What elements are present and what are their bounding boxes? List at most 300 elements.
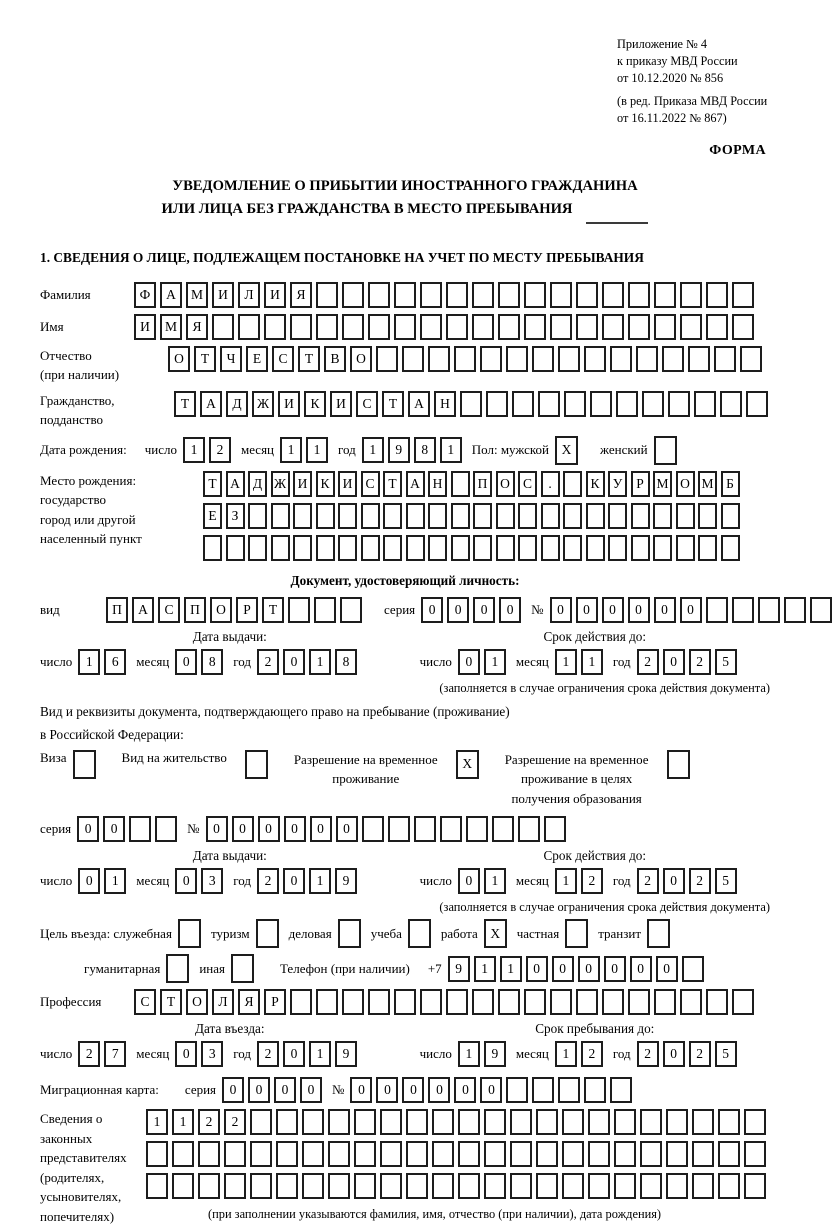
char-cell[interactable]: 2 [581,868,603,894]
char-cell[interactable] [368,282,390,308]
char-cell[interactable] [383,535,402,561]
char-cell[interactable]: 1 [555,1041,577,1067]
char-cell[interactable]: 9 [388,437,410,463]
char-cell[interactable] [380,1141,402,1167]
char-cell[interactable]: 0 [458,868,480,894]
char-cell[interactable]: 1 [474,956,496,982]
char-cell[interactable] [316,535,335,561]
char-cell[interactable] [654,436,677,465]
char-cell[interactable] [602,282,624,308]
char-cell[interactable]: И [338,471,357,497]
char-cell[interactable] [524,314,546,340]
char-cell[interactable]: 2 [637,1041,659,1067]
char-cell[interactable] [536,1141,558,1167]
char-cell[interactable] [420,989,442,1015]
char-cell[interactable]: О [496,471,515,497]
char-cell[interactable] [129,816,151,842]
char-cell[interactable] [498,989,520,1015]
char-cell[interactable]: 2 [637,649,659,675]
char-cell[interactable] [732,989,754,1015]
char-cell[interactable] [667,750,690,779]
char-cell[interactable]: О [676,471,695,497]
char-cell[interactable] [408,919,431,948]
char-cell[interactable] [524,282,546,308]
char-cell[interactable]: 2 [637,868,659,894]
char-cell[interactable] [536,1109,558,1135]
char-cell[interactable] [293,503,312,529]
char-cell[interactable]: А [132,597,154,623]
char-cell[interactable]: 9 [484,1041,506,1067]
char-cell[interactable]: 3 [201,1041,223,1067]
char-cell[interactable]: 1 [362,437,384,463]
char-cell[interactable]: 0 [402,1077,424,1103]
char-cell[interactable] [73,750,96,779]
char-cell[interactable] [451,471,470,497]
char-cell[interactable] [558,1077,580,1103]
char-cell[interactable] [432,1173,454,1199]
char-cell[interactable] [293,535,312,561]
char-cell[interactable] [290,314,312,340]
char-cell[interactable] [544,816,566,842]
char-cell[interactable]: 1 [484,868,506,894]
char-cell[interactable]: П [473,471,492,497]
char-cell[interactable] [518,503,537,529]
char-cell[interactable] [721,503,740,529]
char-cell[interactable] [628,314,650,340]
char-cell[interactable] [640,1173,662,1199]
char-cell[interactable] [498,282,520,308]
char-cell[interactable]: 0 [350,1077,372,1103]
char-cell[interactable] [688,346,710,372]
char-cell[interactable]: Н [434,391,456,417]
char-cell[interactable] [564,391,586,417]
char-cell[interactable]: К [586,471,605,497]
char-cell[interactable]: З [226,503,245,529]
char-cell[interactable]: 1 [309,1041,331,1067]
char-cell[interactable] [271,535,290,561]
char-cell[interactable]: . [541,471,560,497]
char-cell[interactable]: И [134,314,156,340]
char-cell[interactable] [172,1141,194,1167]
char-cell[interactable] [302,1173,324,1199]
char-cell[interactable] [250,1141,272,1167]
char-cell[interactable] [484,1173,506,1199]
char-cell[interactable] [563,471,582,497]
char-cell[interactable]: О [350,346,372,372]
char-cell[interactable] [316,314,338,340]
char-cell[interactable]: 0 [175,868,197,894]
char-cell[interactable] [563,535,582,561]
char-cell[interactable]: 8 [335,649,357,675]
char-cell[interactable]: Б [721,471,740,497]
char-cell[interactable]: 9 [335,1041,357,1067]
char-cell[interactable] [203,535,222,561]
char-cell[interactable]: С [518,471,537,497]
char-cell[interactable] [316,989,338,1015]
char-cell[interactable] [458,1109,480,1135]
char-cell[interactable]: 0 [550,597,572,623]
char-cell[interactable]: М [186,282,208,308]
char-cell[interactable] [245,750,268,779]
char-cell[interactable]: 5 [715,868,737,894]
char-cell[interactable]: 0 [576,597,598,623]
char-cell[interactable]: Е [203,503,222,529]
char-cell[interactable] [562,1173,584,1199]
char-cell[interactable]: 1 [309,868,331,894]
char-cell[interactable] [680,989,702,1015]
char-cell[interactable]: 2 [78,1041,100,1067]
char-cell[interactable]: 2 [257,1041,279,1067]
char-cell[interactable] [718,1141,740,1167]
char-cell[interactable]: М [653,471,672,497]
char-cell[interactable] [654,314,676,340]
char-cell[interactable] [647,919,670,948]
char-cell[interactable] [302,1109,324,1135]
char-cell[interactable] [518,535,537,561]
char-cell[interactable] [224,1141,246,1167]
char-cell[interactable] [231,954,254,983]
char-cell[interactable] [732,282,754,308]
char-cell[interactable]: 3 [201,868,223,894]
char-cell[interactable] [758,597,780,623]
char-cell[interactable]: И [212,282,234,308]
char-cell[interactable] [328,1173,350,1199]
char-cell[interactable]: 0 [458,649,480,675]
char-cell[interactable]: 1 [309,649,331,675]
char-cell[interactable]: 0 [604,956,626,982]
char-cell[interactable]: 0 [248,1077,270,1103]
char-cell[interactable] [155,816,177,842]
char-cell[interactable]: Р [236,597,258,623]
char-cell[interactable] [576,282,598,308]
char-cell[interactable]: Д [226,391,248,417]
char-cell[interactable] [428,503,447,529]
char-cell[interactable] [732,314,754,340]
char-cell[interactable] [640,1109,662,1135]
char-cell[interactable] [668,391,690,417]
char-cell[interactable] [406,503,425,529]
char-cell[interactable] [653,503,672,529]
char-cell[interactable]: 1 [306,437,328,463]
char-cell[interactable]: 0 [283,649,305,675]
char-cell[interactable]: И [293,471,312,497]
char-cell[interactable]: 0 [654,597,676,623]
char-cell[interactable]: В [324,346,346,372]
char-cell[interactable]: 0 [473,597,495,623]
char-cell[interactable] [682,956,704,982]
char-cell[interactable] [718,1173,740,1199]
char-cell[interactable]: 2 [689,649,711,675]
char-cell[interactable]: 1 [500,956,522,982]
char-cell[interactable] [692,1109,714,1135]
char-cell[interactable] [666,1173,688,1199]
char-cell[interactable] [631,503,650,529]
char-cell[interactable] [586,535,605,561]
char-cell[interactable]: 0 [428,1077,450,1103]
char-cell[interactable]: 0 [602,597,624,623]
char-cell[interactable] [654,989,676,1015]
char-cell[interactable] [642,391,664,417]
char-cell[interactable]: 0 [680,597,702,623]
char-cell[interactable] [492,816,514,842]
char-cell[interactable]: 1 [440,437,462,463]
char-cell[interactable] [524,989,546,1015]
char-cell[interactable] [746,391,768,417]
char-cell[interactable] [636,346,658,372]
char-cell[interactable] [676,535,695,561]
char-cell[interactable] [340,597,362,623]
char-cell[interactable] [536,1173,558,1199]
char-cell[interactable] [342,282,364,308]
char-cell[interactable]: Л [212,989,234,1015]
char-cell[interactable]: 0 [206,816,228,842]
char-cell[interactable] [446,314,468,340]
char-cell[interactable]: Ф [134,282,156,308]
char-cell[interactable]: 0 [103,816,125,842]
char-cell[interactable]: 8 [414,437,436,463]
char-cell[interactable] [666,1109,688,1135]
char-cell[interactable]: 5 [715,1041,737,1067]
char-cell[interactable] [718,1109,740,1135]
char-cell[interactable] [706,989,728,1015]
char-cell[interactable] [614,1109,636,1135]
char-cell[interactable] [414,816,436,842]
char-cell[interactable] [362,816,384,842]
char-cell[interactable]: X [456,750,479,779]
char-cell[interactable] [720,391,742,417]
char-cell[interactable]: 1 [581,649,603,675]
char-cell[interactable] [498,314,520,340]
char-cell[interactable] [586,503,605,529]
char-cell[interactable]: А [200,391,222,417]
char-cell[interactable] [454,346,476,372]
char-cell[interactable] [654,282,676,308]
char-cell[interactable] [512,391,534,417]
char-cell[interactable]: С [356,391,378,417]
char-cell[interactable] [732,597,754,623]
char-cell[interactable]: 0 [376,1077,398,1103]
char-cell[interactable] [338,503,357,529]
char-cell[interactable] [394,282,416,308]
char-cell[interactable]: С [158,597,180,623]
char-cell[interactable]: И [330,391,352,417]
char-cell[interactable] [250,1173,272,1199]
char-cell[interactable] [706,597,728,623]
char-cell[interactable] [628,282,650,308]
char-cell[interactable] [446,989,468,1015]
char-cell[interactable] [480,346,502,372]
char-cell[interactable] [328,1141,350,1167]
char-cell[interactable] [276,1173,298,1199]
char-cell[interactable]: 0 [274,1077,296,1103]
char-cell[interactable]: 0 [258,816,280,842]
char-cell[interactable]: 1 [280,437,302,463]
char-cell[interactable] [432,1141,454,1167]
char-cell[interactable] [316,282,338,308]
char-cell[interactable]: Т [203,471,222,497]
char-cell[interactable]: 1 [104,868,126,894]
char-cell[interactable]: Ж [252,391,274,417]
char-cell[interactable] [472,314,494,340]
char-cell[interactable] [394,314,416,340]
char-cell[interactable]: 0 [552,956,574,982]
char-cell[interactable] [212,314,234,340]
char-cell[interactable] [610,1077,632,1103]
char-cell[interactable] [354,1173,376,1199]
char-cell[interactable] [706,282,728,308]
char-cell[interactable] [631,535,650,561]
char-cell[interactable]: 1 [146,1109,168,1135]
char-cell[interactable] [588,1173,610,1199]
char-cell[interactable] [662,346,684,372]
char-cell[interactable] [380,1173,402,1199]
char-cell[interactable] [248,503,267,529]
char-cell[interactable] [506,1077,528,1103]
char-cell[interactable] [740,346,762,372]
char-cell[interactable] [698,535,717,561]
char-cell[interactable]: Т [194,346,216,372]
char-cell[interactable] [640,1141,662,1167]
char-cell[interactable] [473,535,492,561]
char-cell[interactable]: Т [174,391,196,417]
char-cell[interactable] [146,1173,168,1199]
char-cell[interactable]: М [698,471,717,497]
char-cell[interactable]: 0 [454,1077,476,1103]
char-cell[interactable] [496,535,515,561]
char-cell[interactable]: 0 [175,649,197,675]
char-cell[interactable] [166,954,189,983]
char-cell[interactable]: Ж [271,471,290,497]
char-cell[interactable] [496,503,515,529]
char-cell[interactable] [486,391,508,417]
char-cell[interactable] [302,1141,324,1167]
char-cell[interactable] [328,1109,350,1135]
char-cell[interactable] [172,1173,194,1199]
char-cell[interactable]: О [168,346,190,372]
char-cell[interactable]: А [160,282,182,308]
char-cell[interactable] [248,535,267,561]
char-cell[interactable] [264,314,286,340]
char-cell[interactable] [576,989,598,1015]
char-cell[interactable]: 2 [198,1109,220,1135]
char-cell[interactable]: 0 [78,868,100,894]
char-cell[interactable] [428,346,450,372]
char-cell[interactable] [484,1109,506,1135]
char-cell[interactable] [698,503,717,529]
char-cell[interactable] [576,314,598,340]
char-cell[interactable] [602,989,624,1015]
char-cell[interactable] [628,989,650,1015]
char-cell[interactable] [616,391,638,417]
char-cell[interactable]: 1 [183,437,205,463]
char-cell[interactable] [550,314,572,340]
char-cell[interactable] [238,314,260,340]
char-cell[interactable]: Т [160,989,182,1015]
char-cell[interactable] [692,1173,714,1199]
char-cell[interactable]: 0 [284,816,306,842]
char-cell[interactable] [810,597,832,623]
char-cell[interactable] [428,535,447,561]
char-cell[interactable]: 0 [336,816,358,842]
char-cell[interactable]: О [186,989,208,1015]
char-cell[interactable]: И [264,282,286,308]
char-cell[interactable]: Н [428,471,447,497]
char-cell[interactable] [541,535,560,561]
char-cell[interactable]: Ч [220,346,242,372]
char-cell[interactable] [518,816,540,842]
char-cell[interactable] [420,282,442,308]
char-cell[interactable] [588,1141,610,1167]
char-cell[interactable] [694,391,716,417]
char-cell[interactable]: 1 [78,649,100,675]
char-cell[interactable] [584,1077,606,1103]
char-cell[interactable] [608,503,627,529]
char-cell[interactable] [653,535,672,561]
char-cell[interactable] [472,989,494,1015]
char-cell[interactable] [550,989,572,1015]
char-cell[interactable] [706,314,728,340]
char-cell[interactable]: 0 [310,816,332,842]
char-cell[interactable] [256,919,279,948]
char-cell[interactable] [406,1141,428,1167]
char-cell[interactable] [354,1141,376,1167]
char-cell[interactable]: П [184,597,206,623]
char-cell[interactable]: 0 [283,1041,305,1067]
char-cell[interactable] [666,1141,688,1167]
char-cell[interactable] [338,919,361,948]
char-cell[interactable] [608,535,627,561]
char-cell[interactable] [466,816,488,842]
char-cell[interactable] [532,346,554,372]
char-cell[interactable]: И [278,391,300,417]
char-cell[interactable]: 5 [715,649,737,675]
char-cell[interactable]: 1 [555,649,577,675]
char-cell[interactable] [676,503,695,529]
char-cell[interactable] [680,282,702,308]
char-cell[interactable] [614,1141,636,1167]
char-cell[interactable] [388,816,410,842]
char-cell[interactable]: Т [382,391,404,417]
char-cell[interactable]: 0 [283,868,305,894]
char-cell[interactable] [565,919,588,948]
char-cell[interactable]: Е [246,346,268,372]
char-cell[interactable]: 2 [689,868,711,894]
char-cell[interactable]: 2 [689,1041,711,1067]
char-cell[interactable]: 0 [663,868,685,894]
char-cell[interactable]: С [272,346,294,372]
char-cell[interactable] [271,503,290,529]
char-cell[interactable] [473,503,492,529]
char-cell[interactable] [510,1141,532,1167]
char-cell[interactable] [714,346,736,372]
char-cell[interactable] [472,282,494,308]
char-cell[interactable]: 0 [499,597,521,623]
char-cell[interactable] [198,1173,220,1199]
char-cell[interactable] [276,1109,298,1135]
char-cell[interactable] [614,1173,636,1199]
char-cell[interactable]: 0 [222,1077,244,1103]
char-cell[interactable] [432,1109,454,1135]
char-cell[interactable]: 0 [663,649,685,675]
char-cell[interactable] [558,346,580,372]
char-cell[interactable]: 0 [77,816,99,842]
char-cell[interactable] [316,503,335,529]
char-cell[interactable]: К [316,471,335,497]
char-cell[interactable] [784,597,806,623]
char-cell[interactable] [226,535,245,561]
char-cell[interactable]: X [555,436,578,465]
char-cell[interactable] [198,1141,220,1167]
